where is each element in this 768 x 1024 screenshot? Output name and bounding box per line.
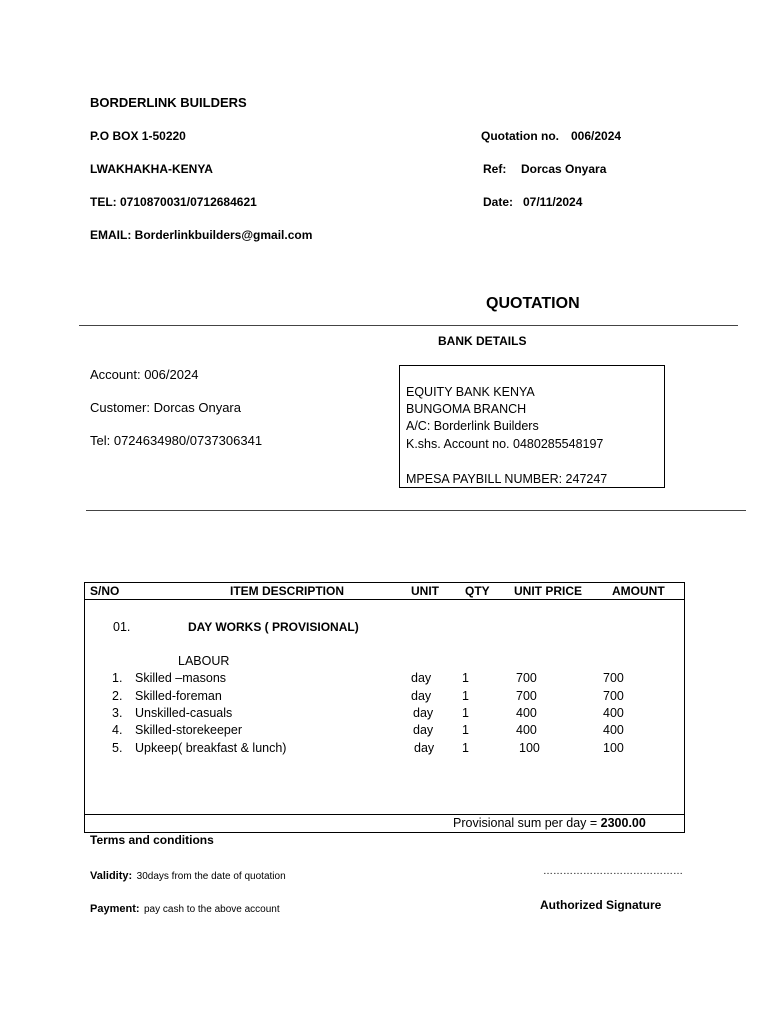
company-tel: TEL: 0710870031/0712684621	[90, 195, 257, 209]
row-description: Skilled-foreman	[135, 689, 222, 703]
bank-line: K.shs. Account no. 0480285548197	[406, 437, 604, 451]
row-amount: 700	[603, 671, 624, 685]
header-amount: AMOUNT	[612, 584, 665, 598]
row-number: 2.	[112, 689, 123, 703]
row-unit: day	[413, 723, 434, 737]
date-value: 07/11/2024	[523, 195, 583, 209]
row-number: 1.	[112, 671, 123, 685]
validity-text: 30days from the date of quotation	[136, 871, 286, 882]
labour-subheading: LABOUR	[178, 654, 230, 668]
validity-line	[90, 866, 286, 884]
row-unit-price: 400	[516, 723, 537, 737]
provisional-sum-value: 2300.00	[600, 816, 646, 830]
date-label: Date:	[483, 195, 514, 209]
signature-line: ……………………………………	[543, 866, 683, 877]
row-amount: 400	[603, 706, 624, 720]
quotation-no-label: Quotation no.	[481, 129, 559, 143]
payment-line	[90, 899, 280, 917]
section-title: DAY WORKS ( PROVISIONAL)	[188, 620, 359, 634]
bank-line: BUNGOMA BRANCH	[406, 402, 527, 416]
row-amount: 400	[603, 723, 624, 737]
row-qty: 1	[462, 689, 469, 703]
header-item-description: ITEM DESCRIPTION	[230, 584, 345, 598]
bank-line: MPESA PAYBILL NUMBER: 247247	[406, 472, 608, 486]
provisional-sum-label: Provisional sum per day =	[453, 816, 601, 830]
payment-text: pay cash to the above account	[143, 904, 280, 915]
row-unit: day	[413, 706, 434, 720]
bank-line: A/C: Borderlink Builders	[406, 419, 539, 433]
ref-value: Dorcas Onyara	[521, 162, 607, 176]
row-unit-price: 700	[516, 671, 537, 685]
header-qty: QTY	[465, 584, 490, 598]
row-number: 3.	[112, 706, 123, 720]
row-unit-price: 100	[519, 741, 540, 755]
title-divider	[79, 325, 738, 326]
signature-label: Authorized Signature	[540, 898, 662, 912]
header-unit-price: UNIT PRICE	[514, 584, 583, 598]
section-number: 01.	[113, 620, 131, 634]
company-name: BORDERLINK BUILDERS	[90, 95, 247, 110]
bank-line: EQUITY BANK KENYA	[406, 385, 535, 399]
header-sno: S/NO	[90, 584, 120, 598]
row-description: Skilled-storekeeper	[135, 723, 242, 737]
section-divider	[86, 510, 746, 511]
provisional-sum	[453, 816, 646, 830]
row-unit-price: 400	[516, 706, 537, 720]
company-po-box: P.O BOX 1-50220	[90, 129, 186, 143]
terms-heading: Terms and conditions	[90, 833, 214, 847]
row-unit: day	[414, 741, 435, 755]
payment-label: Payment:	[90, 903, 140, 915]
row-description: Unskilled-casuals	[135, 706, 233, 720]
row-amount: 100	[603, 741, 624, 755]
row-amount: 700	[603, 689, 624, 703]
row-unit: day	[411, 689, 432, 703]
company-location: LWAKHAKHA-KENYA	[90, 162, 213, 176]
row-unit: day	[411, 671, 432, 685]
table-footer-divider	[84, 814, 685, 815]
customer-tel: Tel: 0724634980/0737306341	[90, 433, 263, 448]
row-description: Upkeep( breakfast & lunch)	[135, 741, 287, 755]
company-email: EMAIL: Borderlinkbuilders@gmail.com	[90, 228, 313, 242]
row-number: 5.	[112, 741, 123, 755]
table-header-divider	[84, 599, 685, 600]
row-qty: 1	[462, 671, 469, 685]
row-unit-price: 700	[516, 689, 537, 703]
bank-details-heading: BANK DETAILS	[438, 334, 527, 348]
customer-name: Customer: Dorcas Onyara	[90, 400, 241, 415]
quotation-no: 006/2024	[571, 129, 622, 143]
customer-account: Account: 006/2024	[90, 367, 199, 382]
row-qty: 1	[462, 741, 469, 755]
document-title: QUOTATION	[486, 295, 580, 312]
bank-details-box	[399, 365, 665, 488]
row-qty: 1	[462, 723, 469, 737]
validity-label: Validity:	[90, 870, 133, 882]
header-unit: UNIT	[411, 584, 439, 598]
row-number: 4.	[112, 723, 123, 737]
row-description: Skilled –masons	[135, 671, 227, 685]
row-qty: 1	[462, 706, 469, 720]
ref-label: Ref:	[483, 162, 507, 176]
